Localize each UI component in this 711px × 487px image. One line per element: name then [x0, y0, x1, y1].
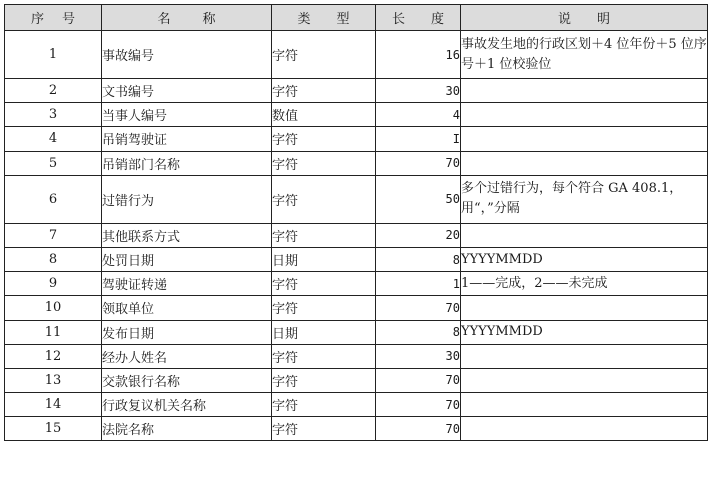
table-row	[5, 175, 708, 223]
field-type: 字符	[272, 368, 376, 392]
row-number: 10	[5, 296, 102, 320]
field-length: 8	[376, 247, 461, 271]
field-length: I	[376, 127, 461, 151]
field-type: 字符	[272, 296, 376, 320]
table-row	[5, 223, 708, 247]
table-row	[5, 79, 708, 103]
header-desc-char-2: 明	[596, 12, 610, 27]
field-type: 字符	[272, 417, 376, 441]
field-name: 驾驶证转递	[102, 272, 272, 296]
field-length: 70	[376, 393, 461, 417]
field-type: 字符	[272, 151, 376, 175]
field-name: 过错行为	[102, 175, 272, 223]
table-row	[5, 296, 708, 320]
field-length: 70	[376, 296, 461, 320]
field-spec-table	[4, 4, 708, 441]
header-desc-char-1: 说	[558, 12, 572, 27]
row-number: 1	[5, 31, 102, 79]
header-no-char-1: 序	[31, 12, 45, 27]
field-length: 30	[376, 344, 461, 368]
field-type: 数值	[272, 103, 376, 127]
field-description	[461, 79, 708, 103]
table-row	[5, 393, 708, 417]
field-length: 1	[376, 272, 461, 296]
table-row	[5, 344, 708, 368]
field-name: 吊销驾驶证	[102, 127, 272, 151]
header-desc	[461, 5, 708, 31]
field-type: 日期	[272, 320, 376, 344]
row-number: 13	[5, 368, 102, 392]
row-number: 4	[5, 127, 102, 151]
header-length	[376, 5, 461, 31]
field-name: 当事人编号	[102, 103, 272, 127]
field-type: 日期	[272, 247, 376, 271]
header-row	[5, 5, 708, 31]
field-description	[461, 368, 708, 392]
row-number: 15	[5, 417, 102, 441]
header-name-char-1: 名	[157, 12, 171, 27]
field-length: 50	[376, 175, 461, 223]
field-name: 交款银行名称	[102, 368, 272, 392]
row-number: 12	[5, 344, 102, 368]
field-length: 70	[376, 151, 461, 175]
field-name: 领取单位	[102, 296, 272, 320]
field-length: 4	[376, 103, 461, 127]
field-description	[461, 344, 708, 368]
field-description: YYYYMMDD	[461, 320, 708, 344]
table-row	[5, 417, 708, 441]
field-name: 吊销部门名称	[102, 151, 272, 175]
field-name: 经办人姓名	[102, 344, 272, 368]
field-length: 70	[376, 368, 461, 392]
field-name: 处罚日期	[102, 247, 272, 271]
field-type: 字符	[272, 272, 376, 296]
row-number: 8	[5, 247, 102, 271]
field-description	[461, 296, 708, 320]
field-type: 字符	[272, 31, 376, 79]
header-type	[272, 5, 376, 31]
field-description	[461, 393, 708, 417]
field-name: 其他联系方式	[102, 223, 272, 247]
table-row	[5, 103, 708, 127]
table-row	[5, 368, 708, 392]
row-number: 14	[5, 393, 102, 417]
row-number: 5	[5, 151, 102, 175]
field-description: 多个过错行为，每个符合 GA 408.1，用“，”分隔	[461, 175, 708, 223]
header-length-char-1: 长	[392, 12, 406, 27]
table-row	[5, 272, 708, 296]
row-number: 7	[5, 223, 102, 247]
field-length: 20	[376, 223, 461, 247]
row-number: 11	[5, 320, 102, 344]
header-name-char-2: 称	[202, 12, 216, 27]
field-length: 70	[376, 417, 461, 441]
row-number: 9	[5, 272, 102, 296]
field-description	[461, 151, 708, 175]
header-type-char-1: 类	[297, 12, 311, 27]
field-type: 字符	[272, 344, 376, 368]
row-number: 2	[5, 79, 102, 103]
field-type: 字符	[272, 393, 376, 417]
field-description	[461, 127, 708, 151]
header-name	[102, 5, 272, 31]
field-length: 8	[376, 320, 461, 344]
table-row	[5, 127, 708, 151]
field-description	[461, 417, 708, 441]
field-name: 法院名称	[102, 417, 272, 441]
field-type: 字符	[272, 79, 376, 103]
header-type-char-2: 型	[336, 12, 350, 27]
table-row	[5, 151, 708, 175]
header-no-char-2: 号	[61, 12, 75, 27]
field-description: YYYYMMDD	[461, 247, 708, 271]
field-description: 1——完成，2——未完成	[461, 272, 708, 296]
field-name: 事故编号	[102, 31, 272, 79]
header-no	[5, 5, 102, 31]
header-length-char-2: 度	[430, 12, 444, 27]
table-row	[5, 320, 708, 344]
row-number: 3	[5, 103, 102, 127]
field-length: 30	[376, 79, 461, 103]
row-number: 6	[5, 175, 102, 223]
field-type: 字符	[272, 175, 376, 223]
field-name: 行政复议机关名称	[102, 393, 272, 417]
field-description	[461, 223, 708, 247]
field-type: 字符	[272, 127, 376, 151]
field-length: 16	[376, 31, 461, 79]
field-description: 事故发生地的行政区划＋4 位年份＋5 位序号＋1 位校验位	[461, 31, 708, 79]
field-type: 字符	[272, 223, 376, 247]
table-row	[5, 31, 708, 79]
table-row	[5, 247, 708, 271]
field-name: 发布日期	[102, 320, 272, 344]
field-name: 文书编号	[102, 79, 272, 103]
field-description	[461, 103, 708, 127]
